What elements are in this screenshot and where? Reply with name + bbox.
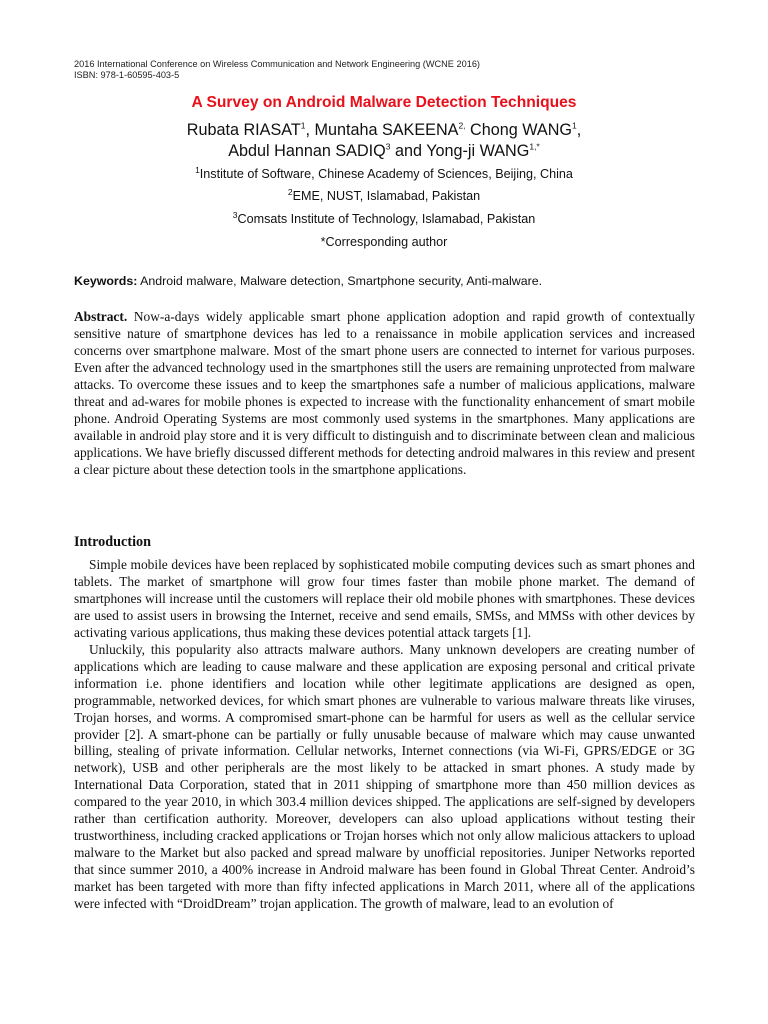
author-conjunction: and bbox=[390, 142, 427, 160]
paragraph: Simple mobile devices have been replaced by sophisticated mobile computing devices such as smart phones and tablets. The market of smartphone will grow four times faster than mobile phone market. The demand of smartphones will increase until the customers will replace their old mobile phones with smartphones. These devices are used to assist users in browsing the Internet, receive and send emails, SMSs, and MMSs with other devices by activating various applications, thus making these devices potential attack targets [1]. bbox=[74, 557, 695, 640]
keywords-label: Keywords: bbox=[74, 274, 138, 288]
affiliation-mark: 3 bbox=[232, 209, 238, 220]
author-line-2 bbox=[0, 141, 768, 162]
affiliation-2 bbox=[0, 186, 768, 203]
author-affiliation-mark: 3 bbox=[385, 141, 391, 152]
abstract-text: Now-a-days widely applicable smart phone application adoption and rapid growth of contextually sensitive nature of smartphone devices has led to a renaissance in mobile application services and increased concerns over smartphone malware. Most of the smart phone users are connected to internet for various purposes. Even after the advanced technology used in the smartphones still the users are remaining unprotected from malware attacks. To overcome these issues and to keep the smartphones safe a number of malicious applications, malware threat and ad-wares for mobile phones is expected to increase with the functionality enhancement of smart mobile phone. Android Operating Systems are most commonly used systems in the smartphones. Many applications are available in android play store and it is very difficult to distinguish and to discriminate between clean and malicious applications. We have briefly discussed different methods for detecting android malwares in this review and present a clear picture about these detection tools in the smartphone applications. bbox=[74, 309, 695, 478]
author-separator: , bbox=[576, 121, 582, 139]
author-affiliation-mark: 1,* bbox=[529, 141, 540, 152]
conference-name: 2016 International Conference on Wireless Communication and Network Engineering (WCNE 2016) bbox=[74, 59, 480, 69]
paragraph: Unluckily, this popularity also attracts malware authors. Many unknown developers are creating number of applications which are leading to cause malware and these application are exposing personal and critical private information i.e. phone identifiers and location while other legitimate applications are designed as open, programmable, networked devices, for which smart phones are vulnerable to various malware threats like viruses, Trojan horses, and worms. A compromised smart-phone can be harmful for users as well as the cellular service provider [2]. A smart-phone can be partially or fully unusable because of malware which may cause unwanted billing, stealing of private information. Cellular networks, Internet connections (via Wi-Fi, GPRS/EDGE or 3G network), USB and other peripherals are the most likely to be attacked in smart phones. A study made by International Data Corporation, stated that in 2011 shipping of smartphone more than 450 million devices as compared to the year 2010, in which 303.4 million devices shipped. The applications are self-signed by developers rather than certification authority. Moreover, developers can also upload applications without testing their trustworthiness, including cracked applications or Trojan horses which not only allow malicious attackers to upload malware to the Market but also packed and spread malware by unofficial repositories. Juniper Networks reported that since summer 2010, a 400% increase in Android malware has been found in Global Threat Center. Android’s market has been targeted with more than fifty infected applications in March 2011, where all of the applications were infected with “DroidDream” trojan application. The growth of malware, lead to an evolution of bbox=[74, 641, 695, 912]
abstract-label: Abstract. bbox=[74, 309, 128, 324]
affiliation-text: Comsats Institute of Technology, Islamabad, Pakistan bbox=[237, 212, 536, 226]
author-name: Muntaha SAKEENA bbox=[314, 121, 459, 139]
author-line-1 bbox=[0, 120, 768, 141]
author-separator: , bbox=[305, 121, 315, 139]
author-affiliation-mark: 1 bbox=[300, 120, 306, 131]
affiliation-text: Institute of Software, Chinese Academy of Sciences, Beijing, China bbox=[199, 167, 573, 181]
isbn: ISBN: 978-1-60595-403-5 bbox=[74, 70, 180, 80]
keywords bbox=[74, 274, 542, 288]
affiliation-mark: 1 bbox=[195, 164, 200, 175]
paper-title: A Survey on Android Malware Detection Techniques bbox=[191, 94, 577, 111]
conference-header bbox=[74, 59, 480, 81]
author-name: Chong WANG bbox=[470, 121, 572, 139]
corresponding-author-note: *Corresponding author bbox=[320, 235, 448, 249]
affiliation-mark: 2 bbox=[287, 186, 293, 197]
author-affiliation-mark: 1 bbox=[572, 120, 577, 131]
section-heading-introduction: Introduction bbox=[74, 534, 151, 550]
author-name: Rubata RIASAT bbox=[186, 121, 301, 139]
author-list bbox=[0, 120, 768, 162]
keywords-text: Android malware, Malware detection, Smartphone security, Anti-malware. bbox=[137, 274, 543, 288]
author-name: Yong-ji WANG bbox=[426, 142, 530, 160]
author-name: Abdul Hannan SADIQ bbox=[228, 142, 386, 160]
abstract bbox=[74, 308, 695, 478]
affiliation-text: EME, NUST, Islamabad, Pakistan bbox=[292, 189, 481, 203]
author-affiliation-mark: 2, bbox=[458, 120, 466, 131]
affiliation-3 bbox=[0, 209, 768, 226]
affiliation-1 bbox=[0, 164, 768, 181]
introduction-body bbox=[74, 557, 695, 913]
